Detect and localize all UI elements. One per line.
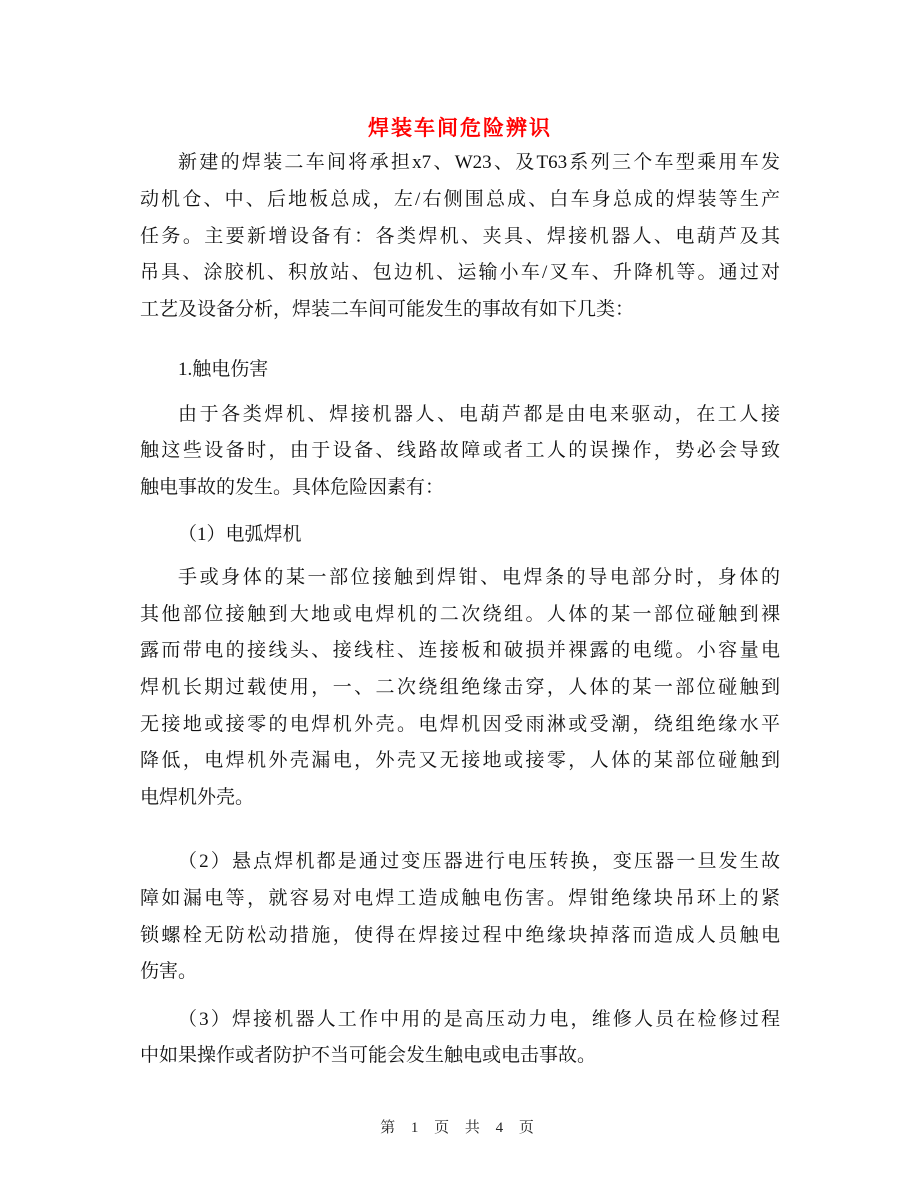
paragraph-line: 其他部位接触到大地或电焊机的二次绕组。人体的某一部位碰触到裸 <box>140 604 780 625</box>
paragraph-line: 伤害。 <box>140 961 198 982</box>
paragraph-line: 降低，电焊机外壳漏电，外壳又无接地或接零，人体的某部位碰触到 <box>140 750 780 771</box>
document-title: 焊装车间危险辨识 <box>368 116 552 140</box>
paragraph-line: 焊机长期过载使用，一、二次绕组绝缘击穿，人体的某一部位碰触到 <box>140 677 780 698</box>
paragraph-line: 手或身体的某一部位接触到焊钳、电焊条的导电部分时，身体的 <box>178 567 780 588</box>
paragraph-line: 障如漏电等，就容易对电焊工造成触电伤害。焊钳绝缘块吊环上的紧 <box>140 888 780 909</box>
paragraph-line: 无接地或接零的电焊机外壳。电焊机因受雨淋或受潮，绕组绝缘水平 <box>140 714 780 735</box>
paragraph-line: （2）悬点焊机都是通过变压器进行电压转换，变压器一旦发生故 <box>178 851 780 872</box>
paragraph-line: 工艺及设备分析，焊装二车间可能发生的事故有如下几类： <box>140 299 635 320</box>
page-footer: 第 1 页 共 4 页 <box>380 1120 540 1136</box>
section-heading: 1.触电伤害 <box>178 359 269 380</box>
paragraph-line: 中如果操作或者防护不当可能会发生触电或电击事故。 <box>140 1045 597 1066</box>
paragraph-line: 任务。主要新增设备有：各类焊机、夹具、焊接机器人、电葫芦及其 <box>140 226 780 247</box>
paragraph-line: 露而带电的接线头、接线柱、连接板和破损并裸露的电缆。小容量电 <box>140 640 780 661</box>
paragraph-line: 吊具、涂胶机、积放站、包边机、运输小车/叉车、升降机等。通过对 <box>140 262 780 283</box>
paragraph-line: 触电事故的发生。具体危险因素有： <box>140 477 445 498</box>
paragraph-line: 动机仓、中、后地板总成，左/右侧围总成、白车身总成的焊装等生产 <box>140 189 780 210</box>
paragraph-line: 电焊机外壳。 <box>140 787 255 808</box>
paragraph-line: 锁螺栓无防松动措施，使得在焊接过程中绝缘块掉落而造成人员触电 <box>140 925 780 946</box>
paragraph-line: 由于各类焊机、焊接机器人、电葫芦都是由电来驱动，在工人接 <box>178 404 780 425</box>
paragraph-line: （3）焊接机器人工作中用的是高压动力电，维修人员在检修过程 <box>178 1009 780 1030</box>
paragraph-line: 触这些设备时，由于设备、线路故障或者工人的误操作，势必会导致 <box>140 440 780 461</box>
section-heading: （1）电弧焊机 <box>178 524 302 545</box>
paragraph-line: 新建的焊装二车间将承担x7、W23、及T63系列三个车型乘用车发 <box>178 152 780 173</box>
